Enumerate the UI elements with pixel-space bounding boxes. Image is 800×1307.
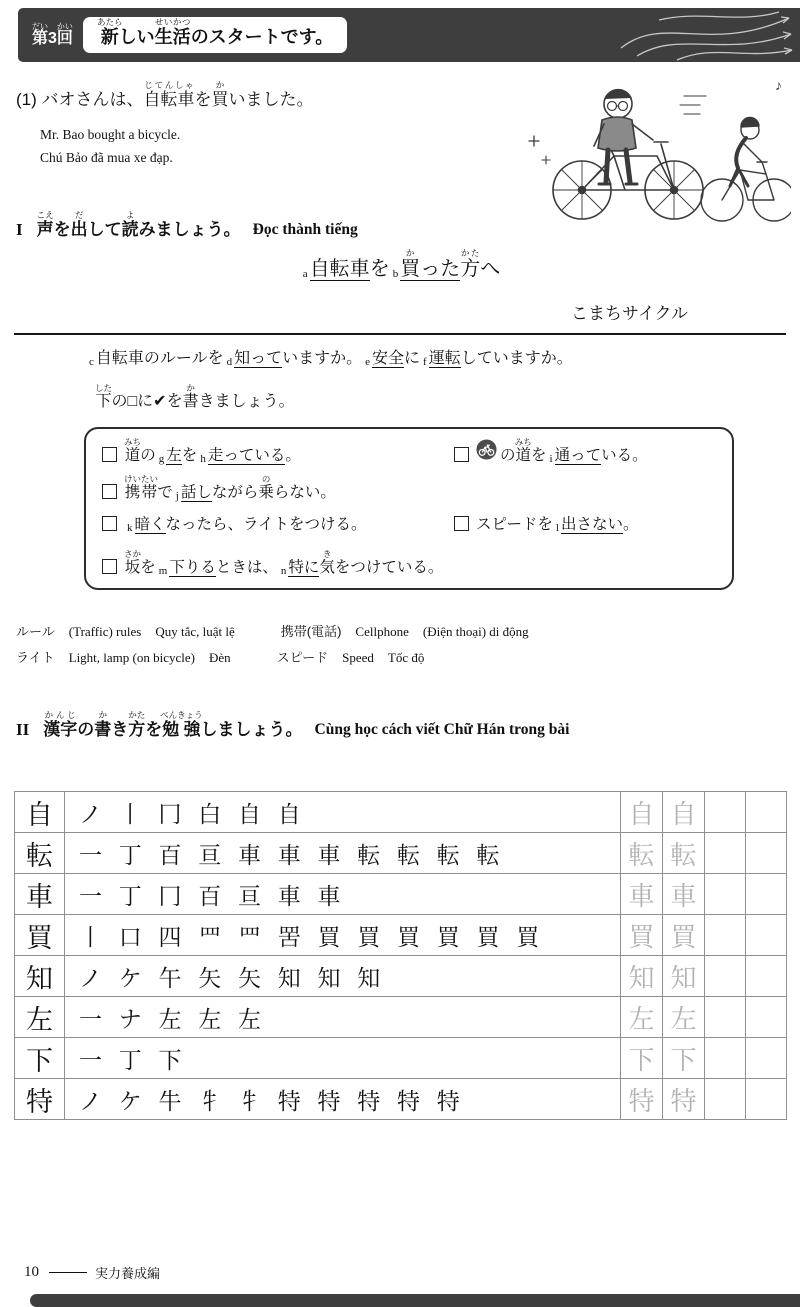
kanji-cell: 下: [15, 1038, 65, 1079]
vocab-line-1: ルール (Traffic) rules Quy tắc, luật lệ 携帯(電話) Cellphone (Điện thoại) di động: [16, 624, 529, 639]
practice-cell-empty: [705, 1079, 746, 1120]
stroke-order-cell: 一 丁 冂 百 亘 車 車: [65, 874, 621, 915]
trace-cell: 左: [663, 997, 705, 1038]
kanji-cell: 転: [15, 833, 65, 874]
practice-cell-empty: [746, 792, 787, 833]
checklist-item: [102, 512, 367, 534]
checklist-box: [84, 427, 734, 590]
section2-title-jp: 漢字かんじの書かき方かたを勉強べんきょうしましょう。: [43, 710, 303, 739]
header-band: [18, 8, 800, 62]
section2-title-vi: Cùng học cách viết Chữ Hán trong bài: [314, 721, 570, 738]
checkbox: [102, 484, 117, 499]
section2-numeral: II: [16, 720, 30, 739]
trace-cell: 買: [621, 915, 663, 956]
trace-cell: 転: [621, 833, 663, 874]
bottom-bar: [30, 1294, 800, 1307]
question-line-2: 下したの□に✔を書かきましょう。: [95, 383, 295, 410]
trace-cell: 知: [663, 956, 705, 997]
stroke-order-cell: 一 丁 百 亘 車 車 車 転 転 転 転: [65, 833, 621, 874]
question-line-1: c 自転車のルールを d 知っていますか。 e 安全に f 運転していますか。: [89, 350, 573, 368]
practice-cell-empty: [705, 956, 746, 997]
kanji-row: [15, 915, 787, 956]
practice-cell-empty: [746, 997, 787, 1038]
kanji-cell: 知: [15, 956, 65, 997]
bicycle-sign-icon: [476, 439, 497, 465]
swoosh-decoration-icon: [619, 8, 794, 62]
trace-cell: 買: [663, 915, 705, 956]
practice-cell-empty: [746, 915, 787, 956]
trace-cell: 知: [621, 956, 663, 997]
checklist-item-text: 携帯けいたいで j 話しながら乗のらない。: [124, 474, 336, 502]
checkbox: [454, 516, 469, 531]
trace-cell: 左: [621, 997, 663, 1038]
footer-line: [49, 1272, 87, 1273]
checklist-item-text: の道みちを i 通っている。: [500, 437, 648, 465]
checklist-item-text: 坂さかを m 下りるときは、 n 特に気きをつけている。: [124, 549, 444, 577]
trace-cell: 自: [663, 792, 705, 833]
page-number: 10: [24, 1264, 39, 1280]
trace-cell: 特: [621, 1079, 663, 1120]
kanji-row: [15, 874, 787, 915]
kanji-cell: 左: [15, 997, 65, 1038]
practice-cell-empty: [705, 874, 746, 915]
checkbox: [102, 447, 117, 462]
bicycle-illustration: [526, 74, 791, 226]
practice-cell-empty: [746, 1079, 787, 1120]
kanji-row: [15, 833, 787, 874]
section2-heading: [16, 710, 569, 740]
kanji-cell: 特: [15, 1079, 65, 1120]
section1-heading: [16, 210, 358, 240]
page-footer: [24, 1263, 160, 1282]
trace-cell: 車: [621, 874, 663, 915]
music-note-icon: ♪: [775, 77, 782, 93]
checklist-item-text: スピードを l 出さない。: [476, 516, 639, 534]
kanji-row: [15, 997, 787, 1038]
kanji-cell: 買: [15, 915, 65, 956]
checklist-item-text: k 暗くなったら、ライトをつける。: [127, 516, 367, 534]
checklist-item: [102, 549, 443, 577]
checkbox: [102, 559, 117, 574]
practice-cell-empty: [705, 792, 746, 833]
kanji-practice-table: [14, 791, 787, 1120]
section1-title-jp: 声こえを出だして読よみましょう。: [36, 210, 241, 239]
kanji-row: [15, 1079, 787, 1120]
exercise-intro-vi: Chú Bảo đã mua xe đạp.: [40, 150, 173, 165]
practice-cell-empty: [746, 874, 787, 915]
kanji-cell: 自: [15, 792, 65, 833]
practice-cell-empty: [705, 833, 746, 874]
stroke-order-cell: 一 ナ 左 左 左: [65, 997, 621, 1038]
practice-cell-empty: [705, 997, 746, 1038]
practice-cell-empty: [705, 915, 746, 956]
trace-cell: 転: [663, 833, 705, 874]
practice-cell-empty: [746, 956, 787, 997]
kanji-row: [15, 1038, 787, 1079]
shop-name: こまちサイクル: [571, 304, 688, 323]
practice-cell-empty: [705, 1038, 746, 1079]
practice-cell-empty: [746, 1038, 787, 1079]
trace-cell: 下: [621, 1038, 663, 1079]
exercise-intro-jp: (1) バオさんは、自転車じてんしゃを買かいました。: [16, 80, 314, 109]
checkbox: [454, 447, 469, 462]
stroke-order-cell: 一 丁 下: [65, 1038, 621, 1079]
checklist-item-text: 道みちの g 左を h 走っている。: [124, 437, 301, 465]
section1-numeral: I: [16, 220, 23, 239]
exercise-intro-en: Mr. Bao bought a bicycle.: [40, 127, 181, 142]
trace-cell: 特: [663, 1079, 705, 1120]
section1-title-vi: Đọc thành tiếng: [252, 221, 358, 238]
checklist-item: [454, 437, 648, 465]
vocab-line-2: ライト Light, lamp (on bicycle) Đèn スピード Speed Tốc độ: [16, 650, 425, 665]
series-title: 実力養成編: [95, 1266, 161, 1281]
lesson-title: 新あたらしい生活せいかつのスタートです。: [83, 17, 347, 53]
kanji-cell: 車: [15, 874, 65, 915]
lesson-number-badge: 第だい3回かい: [32, 22, 73, 48]
divider-line: [14, 333, 786, 335]
practice-cell-empty: [746, 833, 787, 874]
checklist-item: [454, 512, 638, 534]
stroke-order-cell: 丨 口 四 罒 罒 罟 買 買 買 買 買 買: [65, 915, 621, 956]
stroke-order-cell: ノ ケ 牛 牜 牜 特 特 特 特 特: [65, 1079, 621, 1120]
reading-practice-line: a 自転車を b 買かった方かたへ: [302, 248, 501, 280]
checkbox: [102, 516, 117, 531]
checklist-item: [102, 437, 301, 465]
trace-cell: 自: [621, 792, 663, 833]
trace-cell: 下: [663, 1038, 705, 1079]
kanji-row: [15, 792, 787, 833]
stroke-order-cell: ノ 丨 冂 白 自 自: [65, 792, 621, 833]
kanji-row: [15, 956, 787, 997]
stroke-order-cell: ノ ケ 午 矢 矢 知 知 知: [65, 956, 621, 997]
trace-cell: 車: [663, 874, 705, 915]
checklist-item: [102, 474, 336, 502]
